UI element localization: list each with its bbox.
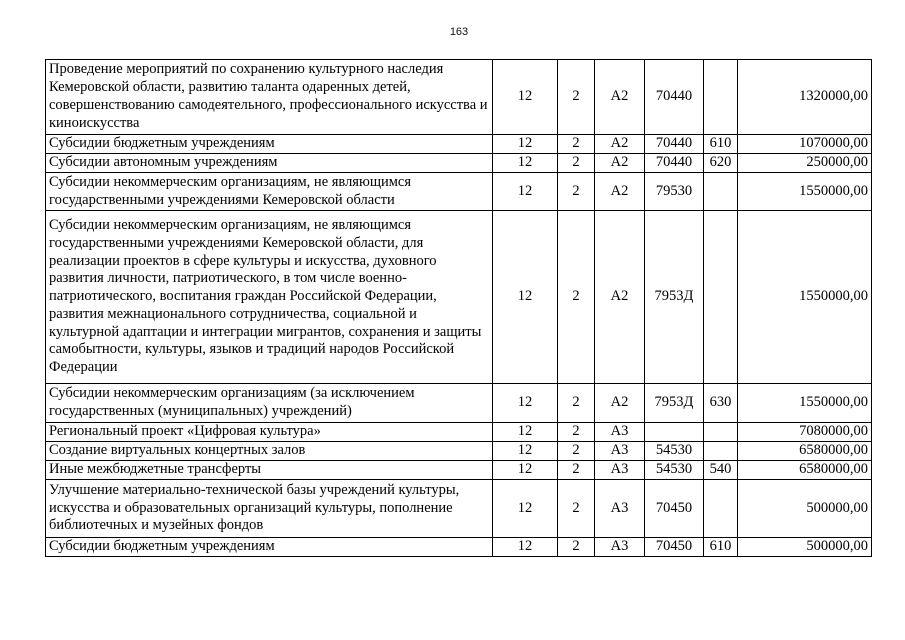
row-target-program: А3	[595, 442, 645, 461]
row-subsection: 2	[558, 154, 595, 173]
row-expense-type: 610	[704, 135, 738, 154]
row-name: Субсидии автономным учреждениям	[46, 154, 493, 173]
row-section: 12	[493, 211, 558, 384]
row-section: 12	[493, 154, 558, 173]
row-target-program: А3	[595, 423, 645, 442]
row-expense-type	[704, 423, 738, 442]
row-name: Проведение мероприятий по сохранению культурного наследия Кемеровской области, развитию таланта одаренных детей, совершенствованию самодеятельного, профессионального искусства и киноискусства	[46, 60, 493, 135]
table-row	[46, 173, 872, 211]
row-expense-type: 540	[704, 461, 738, 480]
table-row	[46, 135, 872, 154]
row-expense-type	[704, 211, 738, 384]
row-name: Региональный проект «Цифровая культура»	[46, 423, 493, 442]
row-amount: 500000,00	[738, 538, 872, 557]
row-subsection: 2	[558, 135, 595, 154]
row-target-program: А3	[595, 538, 645, 557]
row-target-program: А3	[595, 480, 645, 538]
row-name: Субсидии некоммерческим организациям, не являющимся государственными учреждениями Кемеровской области	[46, 173, 493, 211]
row-name: Субсидии бюджетным учреждениям	[46, 538, 493, 557]
row-section: 12	[493, 442, 558, 461]
row-target-direction: 79530	[645, 173, 704, 211]
row-amount: 1320000,00	[738, 60, 872, 135]
row-target-direction	[645, 423, 704, 442]
row-section: 12	[493, 480, 558, 538]
row-subsection: 2	[558, 173, 595, 211]
row-subsection: 2	[558, 211, 595, 384]
row-expense-type: 630	[704, 384, 738, 423]
table-row	[46, 423, 872, 442]
table-row	[46, 60, 872, 135]
table-row	[46, 461, 872, 480]
row-section: 12	[493, 384, 558, 423]
row-amount: 1070000,00	[738, 135, 872, 154]
row-target-direction: 54530	[645, 461, 704, 480]
row-target-direction: 7953Д	[645, 211, 704, 384]
row-target-direction: 54530	[645, 442, 704, 461]
row-subsection: 2	[558, 538, 595, 557]
row-target-direction: 70440	[645, 154, 704, 173]
row-subsection: 2	[558, 384, 595, 423]
budget-table	[45, 59, 872, 557]
row-name: Субсидии некоммерческим организациям, не являющимся государственными учреждениями Кемеровской области, для реализации проектов в сфере культуры и искусства, духовного развития личности, патриотического, в том числе военно-патриотического, воспитания граждан Российской Федерации, развития межнационального сотрудничества, социальной и культурной адаптации и интеграции мигрантов, сохранения и защиты самобытности, культуры, языков и традиций народов Российской Федерации	[46, 211, 493, 384]
row-name: Иные межбюджетные трансферты	[46, 461, 493, 480]
row-target-direction: 70450	[645, 538, 704, 557]
row-target-direction: 70440	[645, 60, 704, 135]
row-target-program: А2	[595, 135, 645, 154]
row-expense-type	[704, 60, 738, 135]
row-subsection: 2	[558, 461, 595, 480]
row-section: 12	[493, 423, 558, 442]
table-row	[46, 154, 872, 173]
row-name: Субсидии некоммерческим организациям (за исключением государственных (муниципальных) учреждений)	[46, 384, 493, 423]
table-row	[46, 480, 872, 538]
row-section: 12	[493, 135, 558, 154]
table-row	[46, 211, 872, 384]
row-subsection: 2	[558, 442, 595, 461]
row-subsection: 2	[558, 60, 595, 135]
row-amount: 1550000,00	[738, 384, 872, 423]
row-expense-type	[704, 480, 738, 538]
row-target-program: А2	[595, 211, 645, 384]
row-target-direction: 7953Д	[645, 384, 704, 423]
row-amount: 1550000,00	[738, 211, 872, 384]
row-amount: 6580000,00	[738, 442, 872, 461]
row-subsection: 2	[558, 423, 595, 442]
row-target-program: А2	[595, 173, 645, 211]
row-amount: 7080000,00	[738, 423, 872, 442]
row-section: 12	[493, 60, 558, 135]
row-expense-type: 620	[704, 154, 738, 173]
row-expense-type	[704, 173, 738, 211]
row-name: Улучшение материально-технической базы учреждений культуры, искусства и образовательных организаций культуры, пополнение библиотечных и музейных фондов	[46, 480, 493, 538]
page-number: 163	[449, 26, 469, 38]
row-target-direction: 70450	[645, 480, 704, 538]
table-row	[46, 384, 872, 423]
row-subsection: 2	[558, 480, 595, 538]
table-row	[46, 442, 872, 461]
row-section: 12	[493, 461, 558, 480]
row-expense-type	[704, 442, 738, 461]
row-expense-type: 610	[704, 538, 738, 557]
row-section: 12	[493, 538, 558, 557]
row-target-program: А2	[595, 60, 645, 135]
row-amount: 500000,00	[738, 480, 872, 538]
row-amount: 250000,00	[738, 154, 872, 173]
row-section: 12	[493, 173, 558, 211]
row-amount: 1550000,00	[738, 173, 872, 211]
row-name: Создание виртуальных концертных залов	[46, 442, 493, 461]
row-target-direction: 70440	[645, 135, 704, 154]
row-target-program: А2	[595, 154, 645, 173]
row-amount: 6580000,00	[738, 461, 872, 480]
row-target-program: А3	[595, 461, 645, 480]
row-target-program: А2	[595, 384, 645, 423]
row-name: Субсидии бюджетным учреждениям	[46, 135, 493, 154]
table-row	[46, 538, 872, 557]
